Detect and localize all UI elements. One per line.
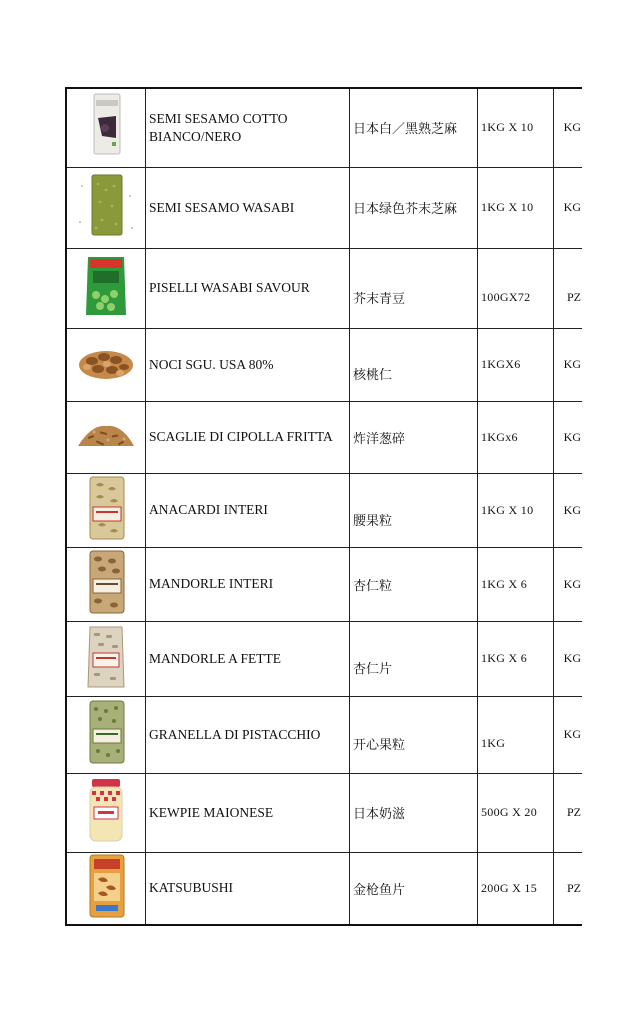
product-name-chinese: 日本奶滋 [350,773,478,852]
product-name: MANDORLE A FETTE [146,621,350,696]
product-name-chinese: 杏仁片 [353,662,393,677]
product-packaging: 1KG X 10 [478,88,554,167]
product-name-chinese: 日本绿色芥末芝麻 [350,167,478,248]
product-name-chinese: 日本白／黑熟芝麻 [350,88,478,167]
fried-onion-pile-image [72,402,140,468]
product-unit: KG [554,88,583,167]
katsuobushi-bag-image [72,853,140,919]
walnut-pile-image [72,329,140,395]
product-image-cell [66,773,146,852]
product-packaging: 1KG X 10 [478,167,554,248]
product-image-cell [66,696,146,773]
table-row [66,88,582,167]
green-sesame-bag-image [72,172,140,238]
product-image-cell [66,401,146,473]
cashew-bag-image [72,475,140,541]
product-packaging: 1KG X 6 [478,621,554,696]
product-name: KATSUBUSHI [146,852,350,925]
product-name: SEMI SESAMO WASABI [146,167,350,248]
table-row [66,248,582,328]
product-unit: KG [554,547,583,621]
product-image-cell [66,852,146,925]
product-image-cell [66,547,146,621]
table-row [66,401,582,473]
product-unit-cell [554,248,583,328]
product-packaging: 1KG X 10 [478,473,554,547]
product-list [65,87,581,926]
almond-bag-image [72,549,140,615]
wasabi-peas-bag-image [72,253,140,319]
product-unit: KG [554,696,583,773]
product-name-chinese: 开心果粒 [353,738,406,753]
product-image-cell [66,167,146,248]
product-name: SEMI SESAMO COTTO BIANCO/NERO [146,88,350,167]
product-name: MANDORLE INTERI [146,547,350,621]
product-name: SCAGLIE DI CIPOLLA FRITTA [146,401,350,473]
product-name-chinese: 核桃仁 [353,368,393,383]
product-name-chinese: 芥末青豆 [353,291,406,307]
product-name: GRANELLA DI PISTACCHIO [146,696,350,773]
product-name-chinese: 炸洋葱碎 [350,401,478,473]
product-packaging: 100GX72 [481,289,531,304]
product-packaging-cell [478,248,554,328]
product-name-chinese: 杏仁粒 [350,547,478,621]
product-packaging: 1KG X 6 [478,547,554,621]
pistachio-bag-image [72,699,140,765]
product-name-chinese-cell [350,328,478,401]
table-row [66,773,582,852]
product-table [65,87,582,926]
table-row [66,167,582,248]
product-name: KEWPIE MAIONESE [146,773,350,852]
mayonnaise-bottle-image [72,777,140,843]
product-image-cell [66,88,146,167]
product-name: NOCI SGU. USA 80% [146,328,350,401]
table-row [66,328,582,401]
product-unit: PZ [554,852,583,925]
product-unit: KG [554,328,583,401]
product-image-cell [66,328,146,401]
product-unit: KG [554,401,583,473]
product-unit: KG [554,473,583,547]
product-packaging: 500G X 20 [478,773,554,852]
product-name-chinese: 腰果粒 [353,513,393,529]
product-image-cell [66,473,146,547]
table-row [66,696,582,773]
product-packaging: 1KG [481,736,506,750]
table-row [66,547,582,621]
product-unit: PZ [554,773,583,852]
product-unit: KG [554,621,583,696]
table-row [66,473,582,547]
sliced-almond-bag-image [72,623,140,689]
product-name: ANACARDI INTERI [146,473,350,547]
product-unit: KG [554,167,583,248]
table-row [66,621,582,696]
product-unit: PZ [566,289,581,304]
product-image-cell [66,248,146,328]
product-name: PISELLI WASABI SAVOUR [146,248,350,328]
product-packaging: 1KGx6 [478,401,554,473]
product-name-chinese-cell [350,473,478,547]
product-image-cell [66,621,146,696]
product-packaging: 1KGX6 [478,328,554,401]
table-row [66,852,582,925]
product-packaging: 200G X 15 [478,852,554,925]
product-name-chinese: 金枪鱼片 [350,852,478,925]
product-name-chinese-cell [350,248,478,328]
product-name-chinese-cell [350,696,478,773]
product-packaging-cell [478,696,554,773]
black-sesame-bag-image [72,92,140,158]
product-name-chinese-cell [350,621,478,696]
